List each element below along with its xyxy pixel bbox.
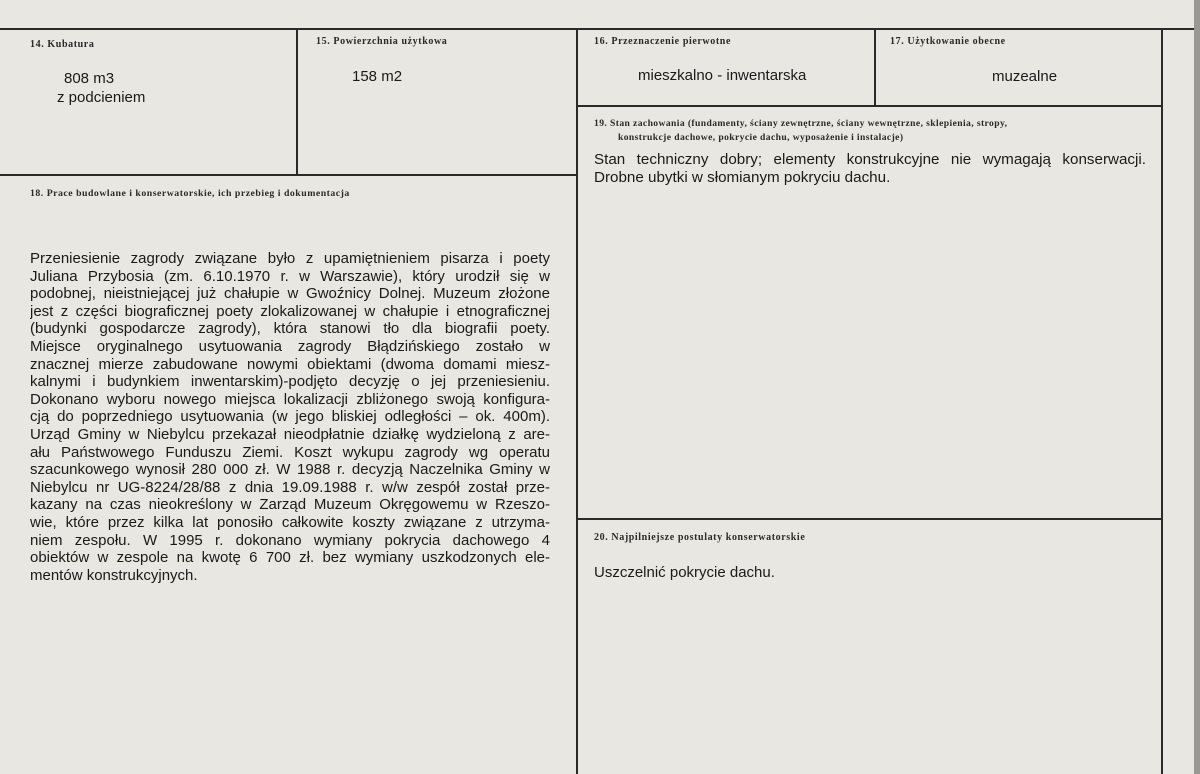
top-border: [0, 28, 1194, 30]
field-18-line: Juliana Przybosia (zm. 6.10.1970 r. w Warszawie), który urodził się w: [30, 267, 550, 285]
field-16-value: mieszkalno - inwentarska: [638, 67, 807, 84]
field-18-line: mentów konstrukcyjnych.: [30, 566, 198, 584]
field-18-line: obiektów w zespole na kwotę 6 700 zł. bez wymiany uszkodzonych ele-: [30, 549, 550, 567]
field-18-line: Przeniesienie zagrody związane było z upamiętnieniem pisarza i poety: [30, 250, 550, 267]
field-20-label: 20. Najpilniejsze postulaty konserwatorskie: [594, 532, 806, 543]
field-18-line: podobnej, nieistniejącej już chałupie w Gwoźnicy Dolnej. Muzeum złożone: [30, 285, 550, 303]
field-18-line: (budynki gospodarcze zagrody), która stanowi tło dla biografii poety.: [30, 320, 550, 338]
field-15-value: 158 m2: [352, 68, 403, 85]
divider-16-19: [578, 105, 1162, 107]
field-20-value: Uszczelnić pokrycie dachu.: [594, 564, 775, 581]
field-14-value-line-2: z podcieniem: [57, 89, 146, 106]
field-18-line: Niebylcu nr UG-8224/28/88 z dnia 19.09.1988 r. w/w zespół został prze-: [30, 478, 550, 496]
field-19-text: [594, 151, 1146, 187]
field-18-line: cją do poprzedniego usytuowania (w jego bliskiej odległości – ok. 400m).: [30, 408, 550, 426]
field-19-label-line-1: 19. Stan zachowania (fundamenty, ściany zewnętrzne, ściany wewnętrzne, sklepienia, stropy,: [594, 118, 1008, 129]
field-17-label: 17. Użytkowanie obecne: [890, 36, 1006, 47]
field-18-line: wie, które przez kilka lat ponosiło całkowite koszty związane z utrzyma-: [30, 513, 550, 531]
field-14-label: 14. Kubatura: [30, 39, 95, 50]
field-18-line: kazany na czas nieokreślony w Zarząd Muzeum Okręgowemu w Rzeszo-: [30, 496, 550, 514]
field-14-value-line-1: 808 m3: [64, 70, 115, 87]
field-18-line: Dokonano wyboru nowego miejsca lokalizacji zbliżonego swoją konfigura-: [30, 390, 550, 408]
field-18-line: szacunkowego wynosił 280 000 zł. W 1988 r. decyzją Naczelnika Gminy w: [30, 461, 550, 479]
field-18-label: 18. Prace budowlane i konserwatorskie, ich przebieg i dokumentacja: [30, 188, 350, 199]
divider-19-20: [578, 518, 1162, 520]
divider-14-15: [296, 28, 298, 174]
field-18-line: niem zespołu. W 1995 r. dokonano wymiany pokrycia dachowego 4: [30, 531, 550, 549]
field-19-label-line-2: konstrukcje dachowe, pokrycie dachu, wyposażenie i instalacje): [618, 132, 904, 143]
field-17-value: muzealne: [992, 68, 1058, 85]
field-19-line: Stan techniczny dobry; elementy konstrukcyjne nie wymagają konserwacji.: [594, 151, 1146, 168]
field-18-line: znacznej mierze zabudowane nowymi obiektami (dwoma domami miesz-: [30, 355, 550, 373]
field-18-line: kalnymi i budynkiem inwentarskim)-podjęto decyzję o jej przeniesieniu.: [30, 373, 550, 391]
center-divider: [576, 28, 578, 774]
field-18-line: jest z części biograficznej poety zlokalizowanej w chałupie i etnograficznej: [30, 302, 550, 320]
scan-edge: [1194, 0, 1200, 774]
field-18-line: Urząd Gminy w Niebylcu przekazał nieodpłatnie działkę wydzieloną z are-: [30, 425, 550, 443]
right-border: [1161, 28, 1163, 774]
field-18-text: [30, 250, 550, 584]
divider-16-17: [874, 28, 876, 106]
field-19-line: Drobne ubytki w słomianym pokryciu dachu.: [594, 169, 891, 186]
field-18-line: ału Państwowego Funduszu Ziemi. Koszt wykupu zagrody wg operatu: [30, 443, 550, 461]
divider-15-18: [0, 174, 578, 176]
field-18-line: Miejsce oryginalnego usytuowania zagrody Błądzińskiego zostało w: [30, 337, 550, 355]
field-16-label: 16. Przeznaczenie pierwotne: [594, 36, 731, 47]
field-15-label: 15. Powierzchnia użytkowa: [316, 36, 448, 47]
